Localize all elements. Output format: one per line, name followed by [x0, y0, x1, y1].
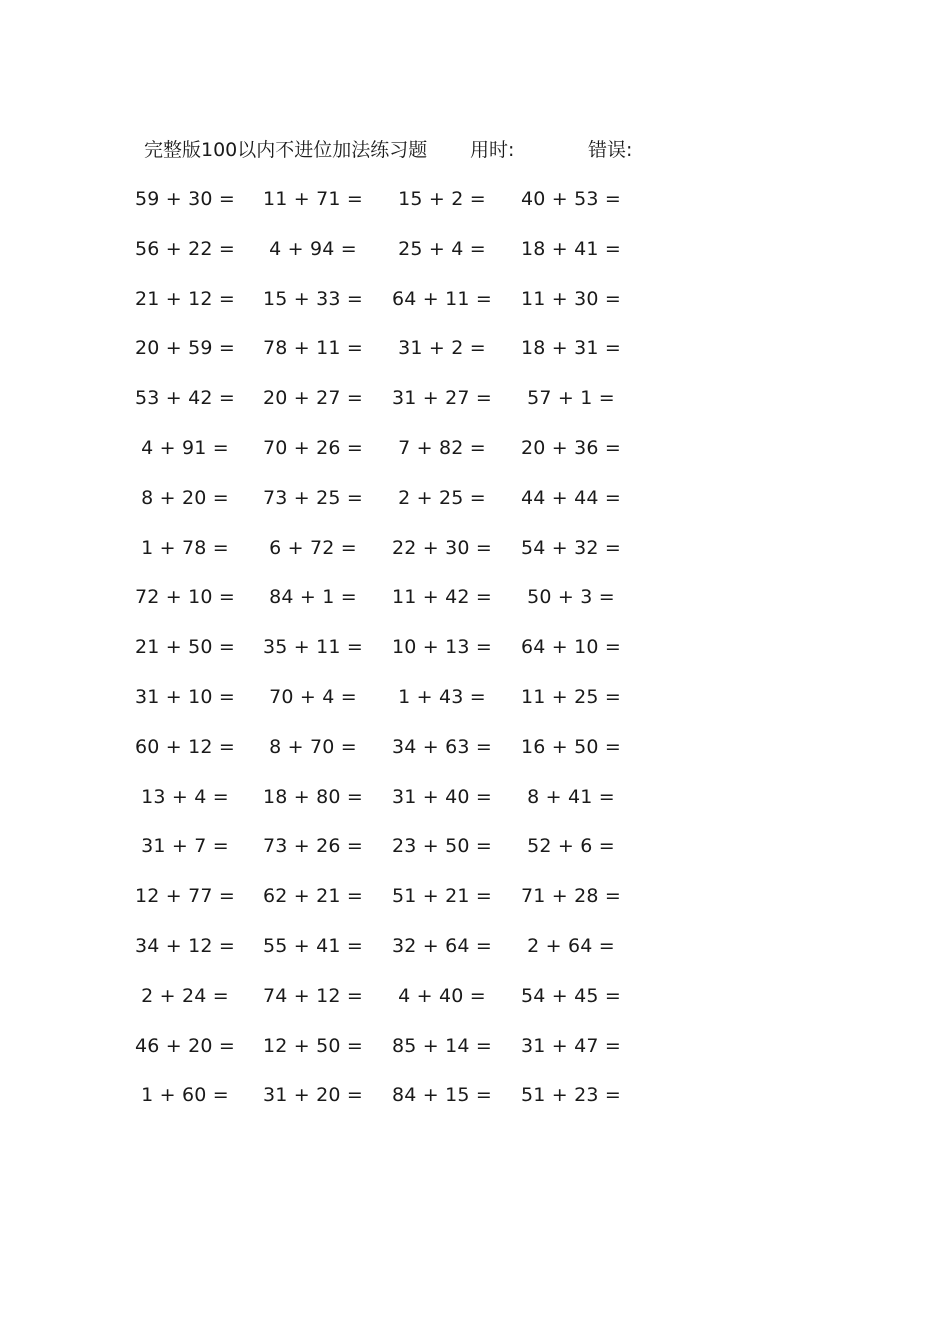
problem-cell: 7 + 82 =	[398, 436, 486, 459]
problem-cell: 23 + 50 =	[391, 835, 493, 858]
problem-cell: 11 + 71 =	[262, 188, 364, 210]
problem-cell: 13 + 4 =	[141, 785, 229, 808]
problem-cell: 31 + 7 =	[141, 835, 229, 858]
problem-cell: 34 + 63 =	[391, 735, 493, 758]
problem-cell: 31 + 27 =	[391, 387, 493, 410]
problem-cell: 46 + 20 =	[134, 1034, 236, 1057]
problem-cell: 4 + 91 =	[141, 436, 229, 459]
problem-cell: 74 + 12 =	[262, 984, 364, 1007]
problem-cell: 57 + 1 =	[527, 387, 615, 410]
problem-cell: 18 + 41 =	[520, 237, 622, 260]
problem-cell: 20 + 59 =	[134, 337, 236, 360]
worksheet-header	[144, 136, 744, 164]
problem-cell: 18 + 31 =	[520, 337, 622, 360]
problem-row	[0, 333, 950, 383]
problem-cell: 8 + 41 =	[527, 785, 615, 808]
problem-row	[0, 234, 950, 284]
problem-grid	[0, 184, 950, 1130]
problem-cell: 31 + 47 =	[520, 1034, 622, 1057]
problem-cell: 64 + 11 =	[391, 287, 493, 310]
problem-cell: 52 + 6 =	[527, 835, 615, 858]
problem-cell: 1 + 60 =	[141, 1084, 229, 1107]
problem-cell: 56 + 22 =	[134, 237, 236, 260]
problem-cell: 73 + 25 =	[262, 486, 364, 509]
problem-cell: 71 + 28 =	[520, 885, 622, 908]
problem-cell: 12 + 50 =	[262, 1034, 364, 1057]
problem-cell: 73 + 26 =	[262, 835, 364, 858]
problem-row	[0, 433, 950, 483]
problem-cell: 44 + 44 =	[520, 486, 622, 509]
problem-cell: 35 + 11 =	[262, 636, 364, 659]
problem-cell: 11 + 42 =	[391, 586, 493, 609]
problem-cell: 59 + 30 =	[134, 188, 236, 210]
problem-cell: 32 + 64 =	[391, 934, 493, 957]
problem-cell: 54 + 45 =	[520, 984, 622, 1007]
problem-cell: 4 + 94 =	[269, 237, 357, 260]
problem-cell: 70 + 4 =	[269, 685, 357, 708]
problem-cell: 8 + 70 =	[269, 735, 357, 758]
problem-cell: 16 + 50 =	[520, 735, 622, 758]
problem-cell: 21 + 50 =	[134, 636, 236, 659]
problem-cell: 62 + 21 =	[262, 885, 364, 908]
problem-row	[0, 831, 950, 881]
problem-cell: 31 + 10 =	[134, 685, 236, 708]
problem-row	[0, 1080, 950, 1130]
problem-cell: 11 + 25 =	[520, 685, 622, 708]
problem-cell: 64 + 10 =	[520, 636, 622, 659]
problem-row	[0, 881, 950, 931]
problem-row	[0, 533, 950, 583]
problem-row	[0, 582, 950, 632]
problem-cell: 34 + 12 =	[134, 934, 236, 957]
problem-cell: 20 + 27 =	[262, 387, 364, 410]
problem-cell: 84 + 1 =	[269, 586, 357, 609]
problem-cell: 15 + 2 =	[398, 188, 486, 210]
problem-cell: 21 + 12 =	[134, 287, 236, 310]
problem-row	[0, 981, 950, 1031]
problem-cell: 12 + 77 =	[134, 885, 236, 908]
problem-cell: 20 + 36 =	[520, 436, 622, 459]
problem-cell: 31 + 40 =	[391, 785, 493, 808]
problem-cell: 40 + 53 =	[520, 188, 622, 210]
problem-cell: 55 + 41 =	[262, 934, 364, 957]
problem-cell: 51 + 21 =	[391, 885, 493, 908]
problem-cell: 54 + 32 =	[520, 536, 622, 559]
problem-cell: 18 + 80 =	[262, 785, 364, 808]
problem-cell: 50 + 3 =	[527, 586, 615, 609]
errors-label: 错误:	[588, 139, 633, 161]
problem-row	[0, 1031, 950, 1081]
problem-row	[0, 931, 950, 981]
problem-cell: 84 + 15 =	[391, 1084, 493, 1107]
time-label: 用时:	[470, 139, 515, 161]
problem-row	[0, 284, 950, 334]
problem-cell: 2 + 24 =	[141, 984, 229, 1007]
problem-row	[0, 782, 950, 832]
problem-cell: 72 + 10 =	[134, 586, 236, 609]
worksheet-title: 完整版100以内不进位加法练习题	[144, 139, 428, 161]
problem-row	[0, 682, 950, 732]
problem-cell: 1 + 78 =	[141, 536, 229, 559]
problem-cell: 31 + 2 =	[398, 337, 486, 360]
problem-cell: 2 + 64 =	[527, 934, 615, 957]
problem-cell: 31 + 20 =	[262, 1084, 364, 1107]
problem-cell: 25 + 4 =	[398, 237, 486, 260]
problem-cell: 85 + 14 =	[391, 1034, 493, 1057]
problem-row	[0, 732, 950, 782]
problem-cell: 4 + 40 =	[398, 984, 486, 1007]
problem-cell: 10 + 13 =	[391, 636, 493, 659]
problem-row	[0, 383, 950, 433]
problem-cell: 53 + 42 =	[134, 387, 236, 410]
problem-cell: 60 + 12 =	[134, 735, 236, 758]
problem-cell: 1 + 43 =	[398, 685, 486, 708]
problem-cell: 70 + 26 =	[262, 436, 364, 459]
problem-cell: 15 + 33 =	[262, 287, 364, 310]
problem-row	[0, 483, 950, 533]
problem-cell: 78 + 11 =	[262, 337, 364, 360]
problem-cell: 51 + 23 =	[520, 1084, 622, 1107]
problem-cell: 2 + 25 =	[398, 486, 486, 509]
problem-cell: 8 + 20 =	[141, 486, 229, 509]
problem-row	[0, 632, 950, 682]
problem-row	[0, 184, 950, 234]
problem-cell: 11 + 30 =	[520, 287, 622, 310]
problem-cell: 22 + 30 =	[391, 536, 493, 559]
problem-cell: 6 + 72 =	[269, 536, 357, 559]
